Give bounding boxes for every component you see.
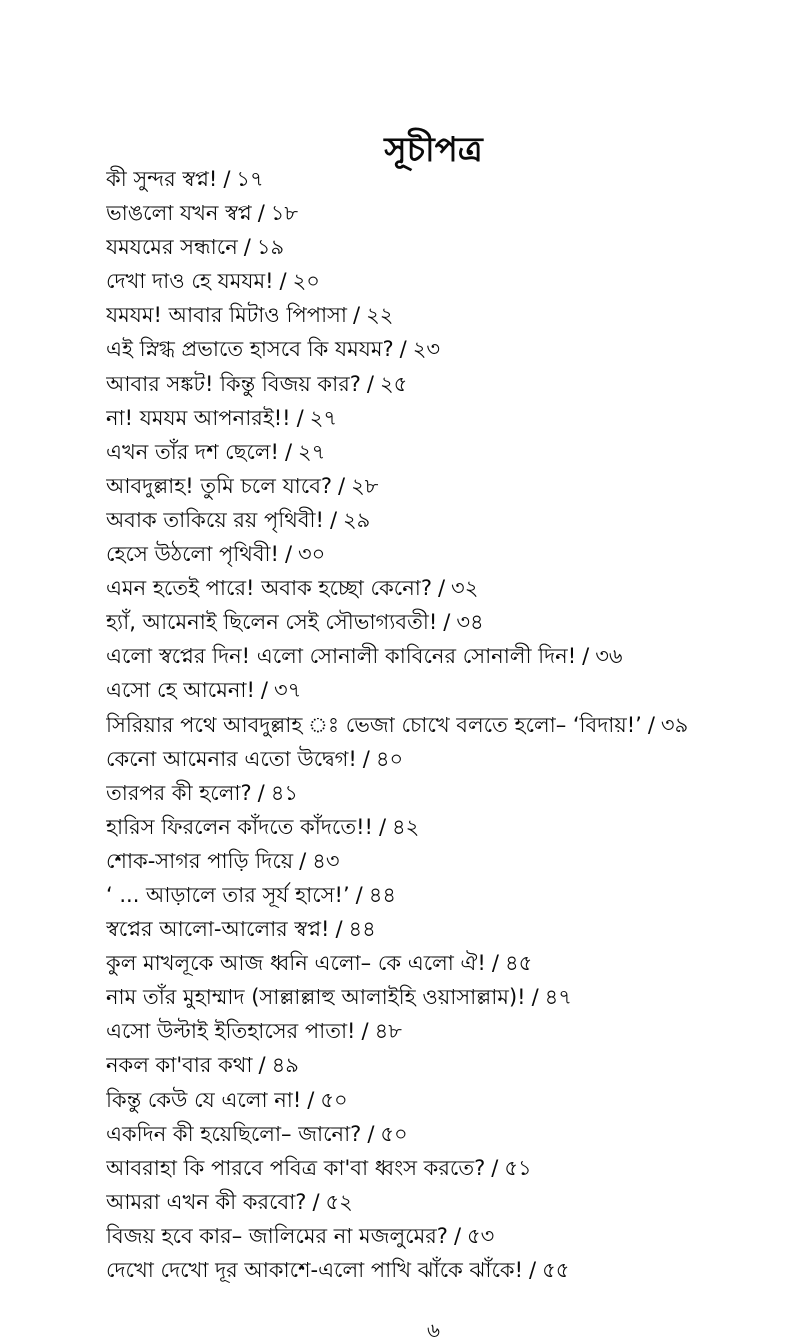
toc-entry (106, 844, 787, 878)
toc-entry-page: ৫২ (325, 1189, 353, 1214)
toc-entry-heading: শোক-সাগর পাড়ি দিয়ে (106, 848, 294, 873)
toc-entry-page: ৫০ (380, 1121, 408, 1146)
toc-separator: / (257, 780, 265, 805)
toc-entry (106, 162, 787, 196)
toc-entry-page: ৪৮ (374, 1019, 402, 1044)
toc-separator: / (491, 951, 499, 976)
toc-entry-page: ৪৩ (312, 848, 340, 873)
toc-separator: / (361, 1019, 369, 1044)
toc-entry-heading: নাম তাঁর মুহাম্মাদ (সাল্লাল্লাহু আলাইহি ওয়াসাল্লাম)! (106, 985, 526, 1010)
toc-separator: / (353, 303, 361, 328)
table-of-contents (106, 162, 787, 1287)
toc-entry-heading: হারিস ফিরলেন কাঁদতে কাঁদতে!! (106, 814, 373, 839)
toc-entry-page: ৪০ (375, 746, 404, 771)
toc-entry-heading: ‘ ... আড়ালে তার সূর্য হাসে!’ (106, 882, 350, 907)
toc-separator: / (223, 167, 231, 191)
toc-entry-heading: হেসে উঠলো পৃথিবী! (106, 542, 279, 567)
toc-entry-page: ৪২ (392, 814, 420, 839)
toc-entry-heading: এলো স্বপ্নের দিন! এলো সোনালী কাবিনের সোনালী দিন! (106, 644, 577, 669)
toc-separator: / (279, 269, 287, 294)
toc-entry (106, 878, 787, 912)
toc-entry-heading: এসো হে আমেনা! (106, 678, 255, 703)
toc-separator: / (335, 917, 343, 942)
toc-entry-page: ৫৫ (542, 1258, 570, 1282)
toc-entry-page: ২২ (366, 303, 394, 328)
toc-entry-heading: কিন্তু কেউ যে এলো না! (106, 1087, 302, 1112)
toc-entry-page: ৩৬ (595, 644, 623, 669)
toc-entry-page: ৩২ (451, 576, 479, 601)
toc-entry (106, 196, 787, 230)
toc-entry-heading: একদিন কী হয়েছিলো– জানো? (106, 1121, 362, 1146)
toc-entry (106, 639, 787, 673)
toc-entry-heading: কী সুন্দর স্বপ্ন! (106, 167, 218, 191)
toc-separator: / (299, 848, 307, 873)
toc-separator: / (437, 576, 446, 601)
toc-entry-heading: স্বপ্নের আলো-আলোর স্বপ্ন! (106, 917, 330, 942)
toc-entry (106, 776, 787, 810)
toc-entry-page: ৪৪ (348, 917, 376, 942)
toc-separator: / (355, 882, 363, 907)
toc-separator: / (362, 746, 370, 771)
toc-entry (106, 605, 787, 639)
toc-entry (106, 912, 787, 946)
toc-separator: / (491, 1155, 499, 1180)
toc-entry-heading: যমযমের সন্ধানে (106, 235, 238, 260)
toc-entry-heading: তারপর কী হলো? (106, 780, 252, 805)
toc-separator: / (529, 1258, 537, 1282)
toc-entry-page: ২৩ (412, 337, 441, 362)
toc-entry-heading: এই স্নিগ্ধ প্রভাতে হাসবে কি যমযম? (106, 337, 394, 362)
toc-entry-heading: অবাক তাকিয়ে রয় পৃথিবী! (106, 507, 324, 532)
toc-entry-heading: এখন তাঁর দশ ছেলে! (106, 439, 279, 464)
toc-entry-page: ২০ (292, 269, 320, 294)
toc-entry-page: ৩৭ (274, 678, 302, 703)
toc-separator: / (647, 712, 655, 737)
toc-entry-heading: যমযম! আবার মিটাও পিপাসা (106, 303, 348, 328)
toc-separator: / (284, 542, 293, 567)
toc-separator: / (366, 371, 374, 396)
toc-separator: / (329, 507, 338, 532)
toc-entry (106, 503, 787, 537)
toc-entry-heading: ভাঙলো যখন স্বপ্ন (106, 201, 252, 226)
toc-entry (106, 1219, 787, 1253)
toc-separator: / (453, 1223, 462, 1248)
toc-separator: / (312, 1189, 320, 1214)
toc-entry (106, 469, 787, 503)
toc-entry (106, 1253, 787, 1287)
toc-entry (106, 298, 787, 332)
toc-entry (106, 571, 787, 605)
toc-entry-page: ৪৯ (271, 1053, 299, 1078)
toc-entry (106, 264, 787, 298)
toc-entry-page: ৪৫ (504, 951, 533, 976)
toc-entry (106, 537, 787, 571)
toc-entry (106, 367, 787, 401)
toc-separator: / (367, 1121, 375, 1146)
toc-entry-heading: সিরিয়ার পথে আবদুল্লাহ ঃ ভেজা চোখে বলতে হলো– ‘বিদায়!’ (106, 712, 642, 737)
toc-entry (106, 1151, 787, 1185)
toc-entry-heading: এসো উল্টাই ইতিহাসের পাতা! (106, 1019, 356, 1044)
toc-separator: / (284, 439, 293, 464)
toc-separator: / (531, 985, 539, 1010)
toc-separator: / (258, 1053, 266, 1078)
toc-entry (106, 1083, 787, 1117)
toc-entry-page: ২৭ (309, 405, 337, 430)
toc-separator: / (338, 473, 346, 498)
toc-entry-page: ৫০ (320, 1087, 348, 1112)
toc-entry-heading: এমন হতেই পারে! অবাক হচ্ছো কেনো? (106, 576, 432, 601)
toc-entry-heading: আমরা এখন কী করবো? (106, 1189, 307, 1214)
toc-entry-heading: না! যমযম আপনারই!! (106, 405, 291, 430)
toc-entry (106, 1117, 787, 1151)
toc-separator: / (296, 405, 304, 430)
toc-entry-heading: কেনো আমেনার এতো উদ্বেগ! (106, 746, 357, 771)
toc-entry-heading: দেখো দেখো দূর আকাশে-এলো পাখি ঝাঁকে ঝাঁকে! (106, 1258, 524, 1282)
toc-entry-page: ৫৩ (467, 1223, 495, 1248)
page-title: সূচীপত্র (384, 129, 483, 170)
toc-separator: / (257, 201, 265, 226)
toc-entry-page: ৩০ (298, 542, 326, 567)
toc-entry (106, 980, 787, 1014)
toc-entry-heading: নকল কা'বার কথা (106, 1053, 253, 1078)
toc-entry (106, 1014, 787, 1048)
toc-entry (106, 742, 787, 776)
toc-entry-page: ২৭ (298, 439, 326, 464)
toc-entry-heading: কুল মাখলূকে আজ ধ্বনি এলো– কে এলো ঐ! (106, 951, 486, 976)
toc-entry-page: ৩৪ (456, 610, 484, 635)
toc-separator: / (260, 678, 268, 703)
toc-entry-page: ১৮ (270, 201, 299, 226)
toc-entry-heading: বিজয় হবে কার– জালিমের না মজলুমের? (106, 1223, 448, 1248)
toc-entry-heading: আবদুল্লাহ! তুমি চলে যাবে? (106, 473, 333, 498)
toc-entry-page: ৪৪ (368, 882, 396, 907)
toc-entry-heading: আবার সঙ্কট! কিন্তু বিজয় কার? (106, 371, 361, 396)
toc-entry (106, 1048, 787, 1082)
toc-entry-page: ২৫ (379, 371, 408, 396)
toc-entry-page: ৩৯ (660, 712, 689, 737)
toc-separator: / (243, 235, 251, 260)
toc-entry-heading: দেখা দাও হে যমযম! (106, 269, 274, 294)
toc-entry-page: ১৭ (236, 167, 264, 191)
toc-entry-page: ১৯ (256, 235, 285, 260)
toc-entry (106, 708, 787, 742)
toc-entry (106, 1185, 787, 1219)
toc-entry-page: ৫১ (504, 1155, 532, 1180)
toc-entry-page: ৪১ (270, 780, 298, 805)
toc-entry (106, 435, 787, 469)
toc-entry (106, 810, 787, 844)
toc-entry-page: ২৮ (351, 473, 379, 498)
toc-entry-page: ২৯ (343, 507, 371, 532)
toc-entry (106, 946, 787, 980)
toc-entry (106, 230, 787, 264)
toc-separator: / (582, 644, 590, 669)
toc-separator: / (443, 610, 451, 635)
toc-entry (106, 401, 787, 435)
page-number: ৬ (426, 1318, 440, 1342)
toc-entry (106, 332, 787, 366)
toc-separator: / (399, 337, 407, 362)
toc-entry-page: ৪৭ (544, 985, 572, 1010)
toc-separator: / (378, 814, 387, 839)
toc-entry (106, 673, 787, 707)
toc-entry-heading: হ্যাঁ, আমেনাই ছিলেন সেই সৌভাগ্যবতী! (106, 610, 438, 635)
toc-entry-heading: আবরাহা কি পারবে পবিত্র কা'বা ধ্বংস করতে? (106, 1155, 486, 1180)
toc-separator: / (307, 1087, 315, 1112)
